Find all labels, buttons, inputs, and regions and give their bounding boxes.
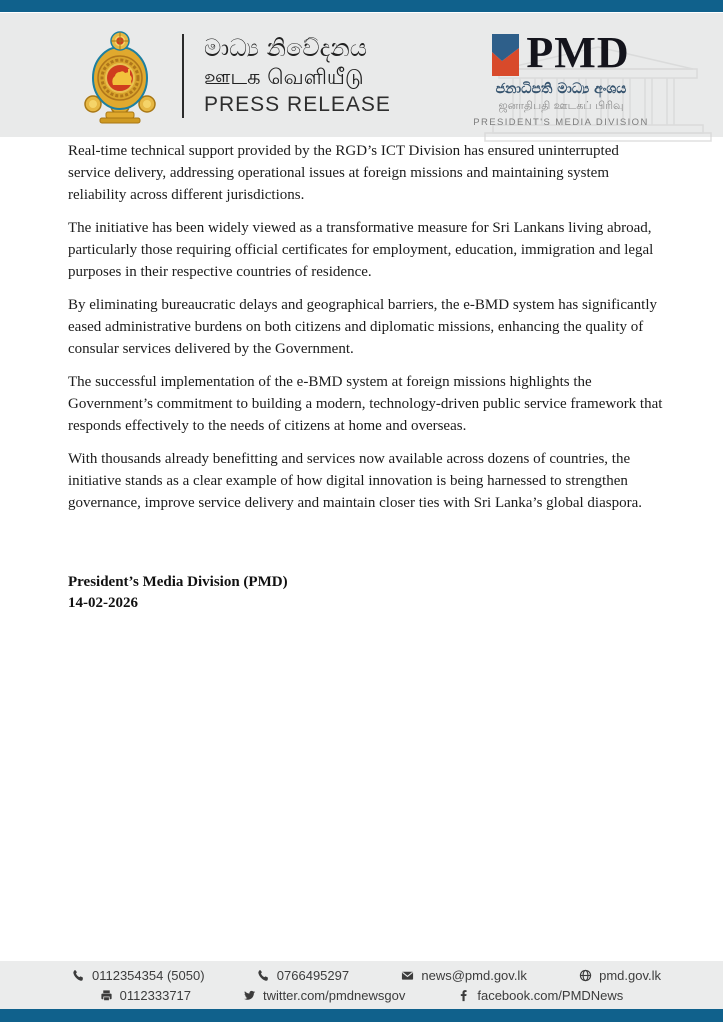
footer-fax-text: 0112333717 [119,987,192,1003]
footer-email [401,968,526,983]
phone-icon [72,969,85,982]
pmd-subtitle-tamil: ஜனாதிபதி ஊடகப் பிரிவு [498,99,624,112]
footer-email-text: news@pmd.gov.lk [421,967,527,983]
phone-icon [257,969,270,982]
footer-row-1 [0,968,723,983]
footer-website [579,968,661,983]
pmd-logo [451,28,671,128]
footer-twitter [243,988,405,1003]
press-release-body [68,140,665,614]
footer-phone-2 [257,968,349,983]
paragraph: Real-time technical support provided by the RGD’s ICT Division has ensured uninterrupted service delivery, addressing operational issues at foreign missions and maintaining system reliability across different jurisdictions. [68,143,619,203]
signature-name: President’s Media Division (PMD) [68,574,288,590]
footer-row-2 [0,988,723,1003]
footer-website-text: pmd.gov.lk [599,967,661,983]
paragraph: With thousands already benefitting and services now available across dozens of countries, the initiative stands as a clear example of how digital innovation is being harnessed to strengthen governance, improve service delivery and maintain closer ties with Sri Lanka’s global diaspora. [68,451,642,511]
paragraph: By eliminating bureaucratic delays and geographical barriers, the e-BMD system has significantly eased administrative burdens on both citizens and diplomatic missions, enhancing the quality of consular services delivered by the Government. [68,297,657,357]
pmd-flag-icon [492,34,519,76]
signature-date: 14-02-2026 [68,595,138,611]
letterhead-left [80,28,391,124]
paragraph: The successful implementation of the e-BMD system at foreign missions highlights the Government’s commitment to building a modern, technology-driven public service framework that responds effectively to the needs of citizens at home and overseas. [68,374,663,434]
footer-phone-2-text: 0766495297 [276,967,350,983]
mail-icon [401,969,414,982]
footer-twitter-text: twitter.com/pmdnewsgov [263,987,406,1003]
pmd-subtitle-english: PRESIDENT'S MEDIA DIVISION [473,117,649,128]
sri-lanka-emblem-icon [80,28,160,124]
facebook-icon [457,989,470,1002]
press-release-title-english: PRESS RELEASE [204,93,391,116]
pmd-acronym: PMD [526,28,630,77]
twitter-icon [243,989,256,1002]
press-release-title-sinhala: මාධ්‍ය නිවේදනය [204,34,367,62]
signature-block [68,572,665,614]
letterhead-divider [182,34,184,118]
paragraph: The initiative has been widely viewed as a transformative measure for Sri Lankans living abroad, particularly those requiring official certificates for employment, education, immigration and legal purposes in their respective countries of residence. [68,220,654,280]
press-release-title-tamil: ஊடக வெளியீடு [204,65,364,89]
footer-facebook-text: facebook.com/PMDNews [477,987,624,1003]
letterhead [0,13,723,137]
footer-phone-1-text: 0112354354 (5050) [92,967,205,983]
footer-fax [100,988,191,1003]
footer-facebook [457,988,623,1003]
bottom-accent-bar [0,1009,723,1022]
top-accent-bar [0,0,723,12]
pmd-subtitle-sinhala: ජනාධිපති මාධ්‍ය අංශය [495,81,627,97]
footer-phone-1 [72,968,205,983]
globe-icon [579,969,592,982]
press-release-titles [204,33,391,119]
contact-footer [0,961,723,1009]
fax-icon [100,989,113,1002]
